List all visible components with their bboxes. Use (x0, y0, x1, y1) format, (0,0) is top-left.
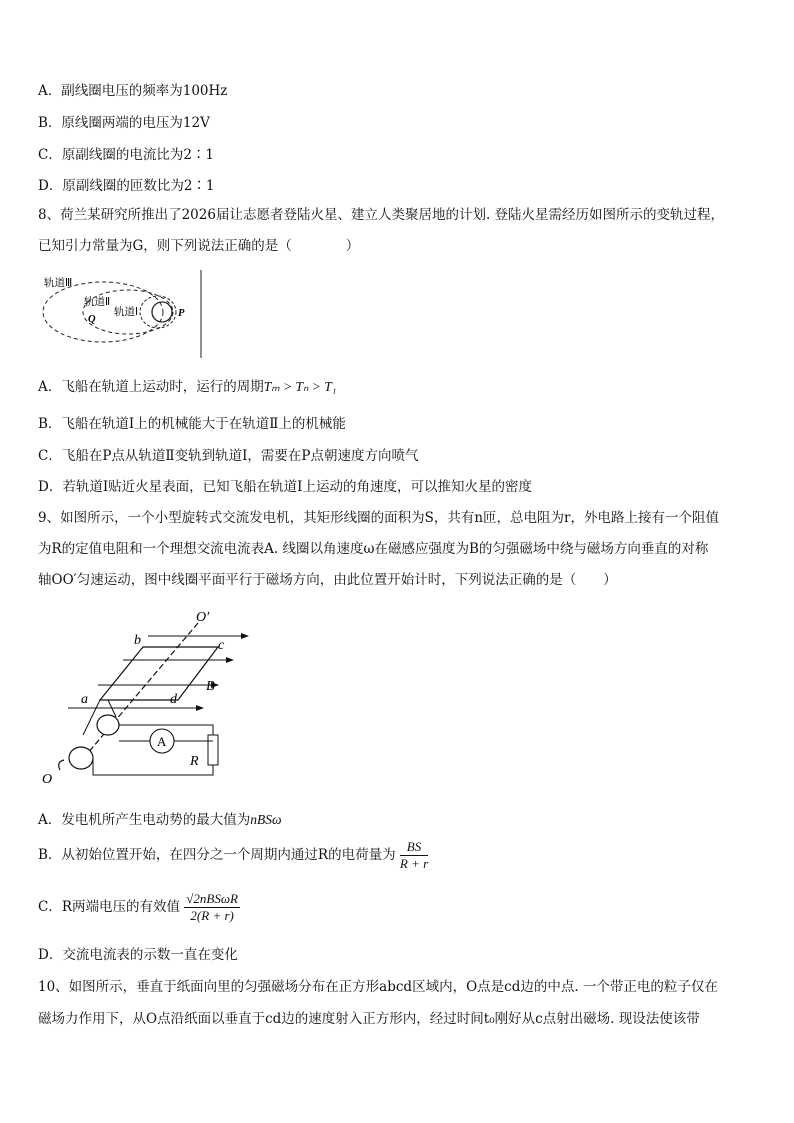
resistor (208, 735, 218, 765)
q8-option-d: D．若轨道Ⅰ贴近火星表面，已知飞船在轨道Ⅰ上运动的角速度，可以推知火星的密度 (38, 479, 532, 495)
q9-option-c-fraction (184, 891, 240, 924)
label-c-corner: c (218, 638, 225, 653)
q8-orbit-figure (38, 268, 208, 360)
q8-option-b: B．飞船在轨道Ⅰ上的机械能大于在轨道Ⅱ上的机械能 (38, 416, 346, 432)
orbit-3-ellipse (43, 282, 163, 342)
q8-option-a (38, 378, 336, 396)
mars-circle (152, 302, 172, 322)
slip-ring-upper (97, 715, 119, 735)
q9-stem-line3: 轴OO′匀速运动，图中线圈平面平行于磁场方向，由此位置开始计时，下列说法正确的是（ ） (38, 572, 617, 588)
label-b-corner: b (134, 633, 141, 648)
label-ammeter: A (157, 734, 167, 749)
q9-option-d: D．交流电流表的示数一直在变化 (38, 947, 238, 963)
rotation-arrow (59, 760, 64, 770)
q7-option-a: A．副线圈电压的频率为100Hz (38, 83, 228, 99)
point-p-label: P (178, 308, 185, 319)
orbit-1-ellipse (140, 296, 176, 328)
q9-stem-line2: 为R的定值电阻和一个理想交流电流表A. 线圈以角速度ω在磁感应强度为B的匀强磁场中绕与磁场方向垂直的对称 (38, 541, 709, 557)
label-o-bottom: O (42, 772, 53, 787)
q7-option-b: B．原线圈两端的电压为12V (38, 115, 210, 131)
q9-option-c-denominator: 2(R + r) (190, 908, 234, 923)
q9-generator-figure (38, 605, 268, 795)
q8-option-a-math: Tₘ > Tₙ > T₁ (263, 379, 337, 394)
q9-option-b-text: B．从初始位置开始，在四分之一个周期内通过R的电荷量为 (38, 847, 396, 863)
q7-option-d: D．原副线圈的匝数比为2∶1 (38, 178, 215, 194)
orbit-1-label: 轨道Ⅰ (114, 306, 139, 318)
q10-stem-line1: 10、如图所示，垂直于纸面向里的匀强磁场分布在正方形abcd区域内，O点是cd边的中点. 一个带正电的粒子仅在 (38, 979, 718, 995)
label-a-corner: a (81, 692, 88, 707)
label-resistor: R (190, 754, 199, 769)
slip-ring-lower (69, 747, 93, 769)
q9-option-b-fraction (400, 839, 428, 872)
coil-loop (100, 647, 218, 700)
orbit-2-label: 轨道Ⅱ (84, 296, 111, 308)
q9-option-a-text: A．发电机所产生电动势的最大值为 (38, 812, 251, 828)
q8-option-c: C．飞船在P点从轨道Ⅱ变轨到轨道Ⅰ，需要在P点朝速度方向喷气 (38, 448, 419, 464)
q8-stem-line2: 已知引力常量为G，则下列说法正确的是（ ） (38, 238, 360, 254)
q9-option-b (38, 838, 428, 872)
q9-option-b-denominator: R + r (399, 856, 429, 871)
q9-option-c (38, 890, 240, 924)
q8-option-a-text: A．飞船在轨道上运动时，运行的周期 (38, 379, 264, 395)
q10-stem-line2: 磁场力作用下，从O点沿纸面以垂直于cd边的速度射入正方形内，经过时间t₀刚好从c点射出磁场. 现设法使该带 (38, 1011, 700, 1027)
q8-stem-line1: 8、荷兰某研究所推出了2026届让志愿者登陆火星、建立人类聚居地的计划. 登陆火星需经历如图所示的变轨过程， (38, 207, 725, 223)
q9-option-b-numerator: BS (400, 839, 428, 856)
orbit-3-label: 轨道Ⅲ (44, 277, 73, 289)
label-d-corner: d (170, 692, 177, 707)
point-q-label: Q (88, 314, 96, 325)
q9-option-c-numerator: √2nBSωR (186, 891, 238, 906)
q9-option-c-text: C．R两端电压的有效值 (38, 899, 180, 915)
q9-stem-line1: 9、如图所示，一个小型旋转式交流发电机，其矩形线圈的面积为S，共有n匝，总电阻为r，外电路上接有一个阻值 (38, 510, 719, 526)
q9-option-a (38, 811, 282, 829)
q9-option-a-math: nBSω (250, 812, 282, 827)
label-field-b: B (206, 679, 215, 694)
q7-option-c: C．原副线圈的电流比为2∶1 (38, 147, 215, 163)
label-o-top: O′ (196, 610, 210, 625)
